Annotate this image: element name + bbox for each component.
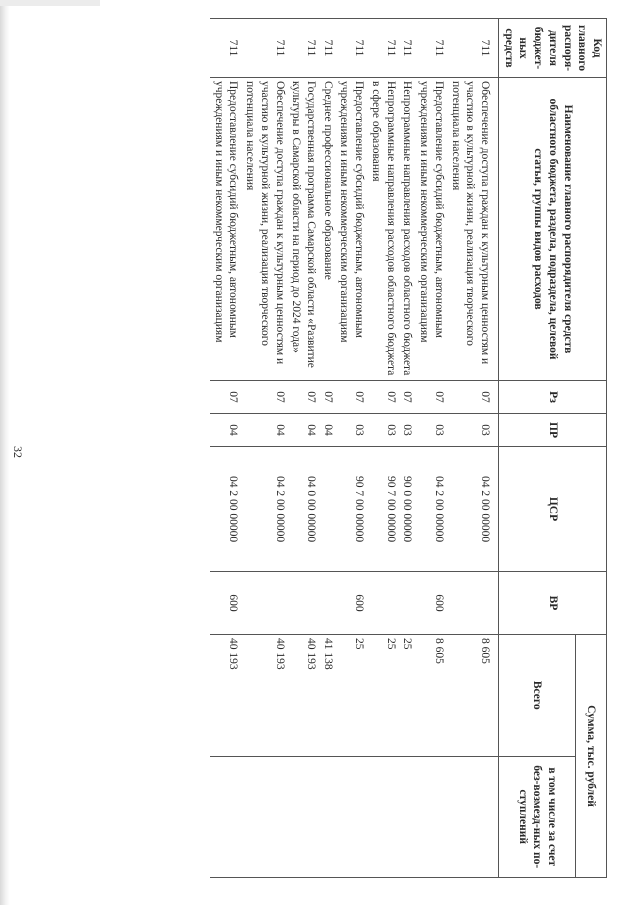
cell-vr: 600 [210,572,241,635]
cell-csr: 04 2 00 00000 [241,447,287,572]
header-sum: Сумма, тыс. рублей [576,635,607,878]
header-csr: ЦСР [498,447,606,572]
cell-free [241,756,287,878]
header-code: Код главного распоря-дителя бюджет-ных средств [498,19,606,78]
cell-code: 711 [319,19,336,78]
cell-pr: 04 [210,414,241,447]
cell-code: 711 [399,19,416,78]
cell-code: 711 [241,19,287,78]
cell-total: 25 [367,635,398,757]
cell-code: 711 [447,19,499,78]
table-row [415,19,446,878]
cell-total: 40 193 [241,635,287,757]
cell-free [415,756,446,878]
cell-pr: 04 [241,414,287,447]
cell-name: Среднее профессиональное образование [319,78,336,381]
scan-edge-top [0,0,100,6]
table-row [288,19,319,878]
table-row [336,19,367,878]
cell-code: 711 [336,19,367,78]
table-row [241,19,287,878]
cell-rz: 07 [288,381,319,414]
budget-table [210,18,607,878]
cell-rz: 07 [319,381,336,414]
cell-total: 8 605 [415,635,446,757]
header-pr: ПР [498,414,606,447]
cell-rz: 07 [399,381,416,414]
cell-code: 711 [367,19,398,78]
cell-pr: 04 [319,414,336,447]
table-row [399,19,416,878]
header-vr: ВР [498,572,606,635]
cell-name: Обеспечение доступа граждан к культурным ценностям и участию в культурной жизни, реализация творческого потенциала населения [241,78,287,381]
table-row [367,19,398,878]
cell-total: 25 [336,635,367,757]
cell-pr: 04 [288,414,319,447]
cell-rz: 07 [447,381,499,414]
header-free: в том числе за счет без-возмезд-ных по-ступлений [498,756,575,878]
cell-vr: 600 [415,572,446,635]
document-page [11,12,625,892]
scan-edge [0,0,10,905]
cell-code: 711 [415,19,446,78]
table-row [447,19,499,878]
page-number: 32 [11,446,25,458]
cell-rz: 07 [336,381,367,414]
table-row [210,19,241,878]
cell-pr: 03 [447,414,499,447]
cell-total: 40 193 [288,635,319,757]
cell-pr: 03 [336,414,367,447]
cell-total: 41 138 [319,635,336,757]
cell-total: 25 [399,635,416,757]
cell-name: Государственная программа Самарской области «Развитие культуры в Самарской области на период до 2024 года» [288,78,319,381]
cell-name: Обеспечение доступа граждан к культурным ценностям и участию в культурной жизни, реализация творческого потенциала населения [447,78,499,381]
cell-total: 40 193 [210,635,241,757]
cell-code: 711 [210,19,241,78]
cell-csr [319,447,336,572]
cell-free [288,756,319,878]
cell-rz: 07 [210,381,241,414]
cell-pr: 03 [415,414,446,447]
header-total: Всего [498,635,575,757]
cell-name: Предоставление субсидий бюджетным, автономным учреждениям и иным некоммерческим организациям [415,78,446,381]
table-body [210,19,498,878]
table-header [498,19,606,878]
cell-free [336,756,367,878]
cell-name: Предоставление субсидий бюджетным, автономным учреждениям и иным некоммерческим организациям [210,78,241,381]
cell-csr: 04 2 00 00000 [447,447,499,572]
cell-vr: 600 [336,572,367,635]
cell-rz: 07 [367,381,398,414]
cell-vr [288,572,319,635]
cell-csr: 04 0 00 00000 [288,447,319,572]
cell-csr: 90 0 00 00000 [399,447,416,572]
cell-vr [241,572,287,635]
header-rz: Рз [498,381,606,414]
cell-total: 8 605 [447,635,499,757]
cell-name: Непрограммные направления расходов областного бюджета в сфере образования [367,78,398,381]
cell-vr [367,572,398,635]
cell-free [399,756,416,878]
header-name: Наименование главного распорядителя средств областного бюджета, раздела, подраздела, целевой статьи, группы видов расходов [498,78,606,381]
cell-free [367,756,398,878]
cell-free [210,756,241,878]
cell-vr [447,572,499,635]
cell-csr: 90 7 00 00000 [336,447,367,572]
cell-vr [399,572,416,635]
cell-vr [319,572,336,635]
cell-csr: 04 2 00 00000 [415,447,446,572]
cell-csr: 90 7 00 00000 [367,447,398,572]
cell-rz: 07 [415,381,446,414]
cell-free [447,756,499,878]
cell-name: Непрограммные направления расходов областного бюджета [399,78,416,381]
table-row [319,19,336,878]
cell-pr: 03 [399,414,416,447]
cell-code: 711 [288,19,319,78]
cell-pr: 03 [367,414,398,447]
cell-rz: 07 [241,381,287,414]
cell-name: Предоставление субсидий бюджетным, автономным учреждениям и иным некоммерческим организациям [336,78,367,381]
cell-free [319,756,336,878]
cell-csr: 04 2 00 00000 [210,447,241,572]
